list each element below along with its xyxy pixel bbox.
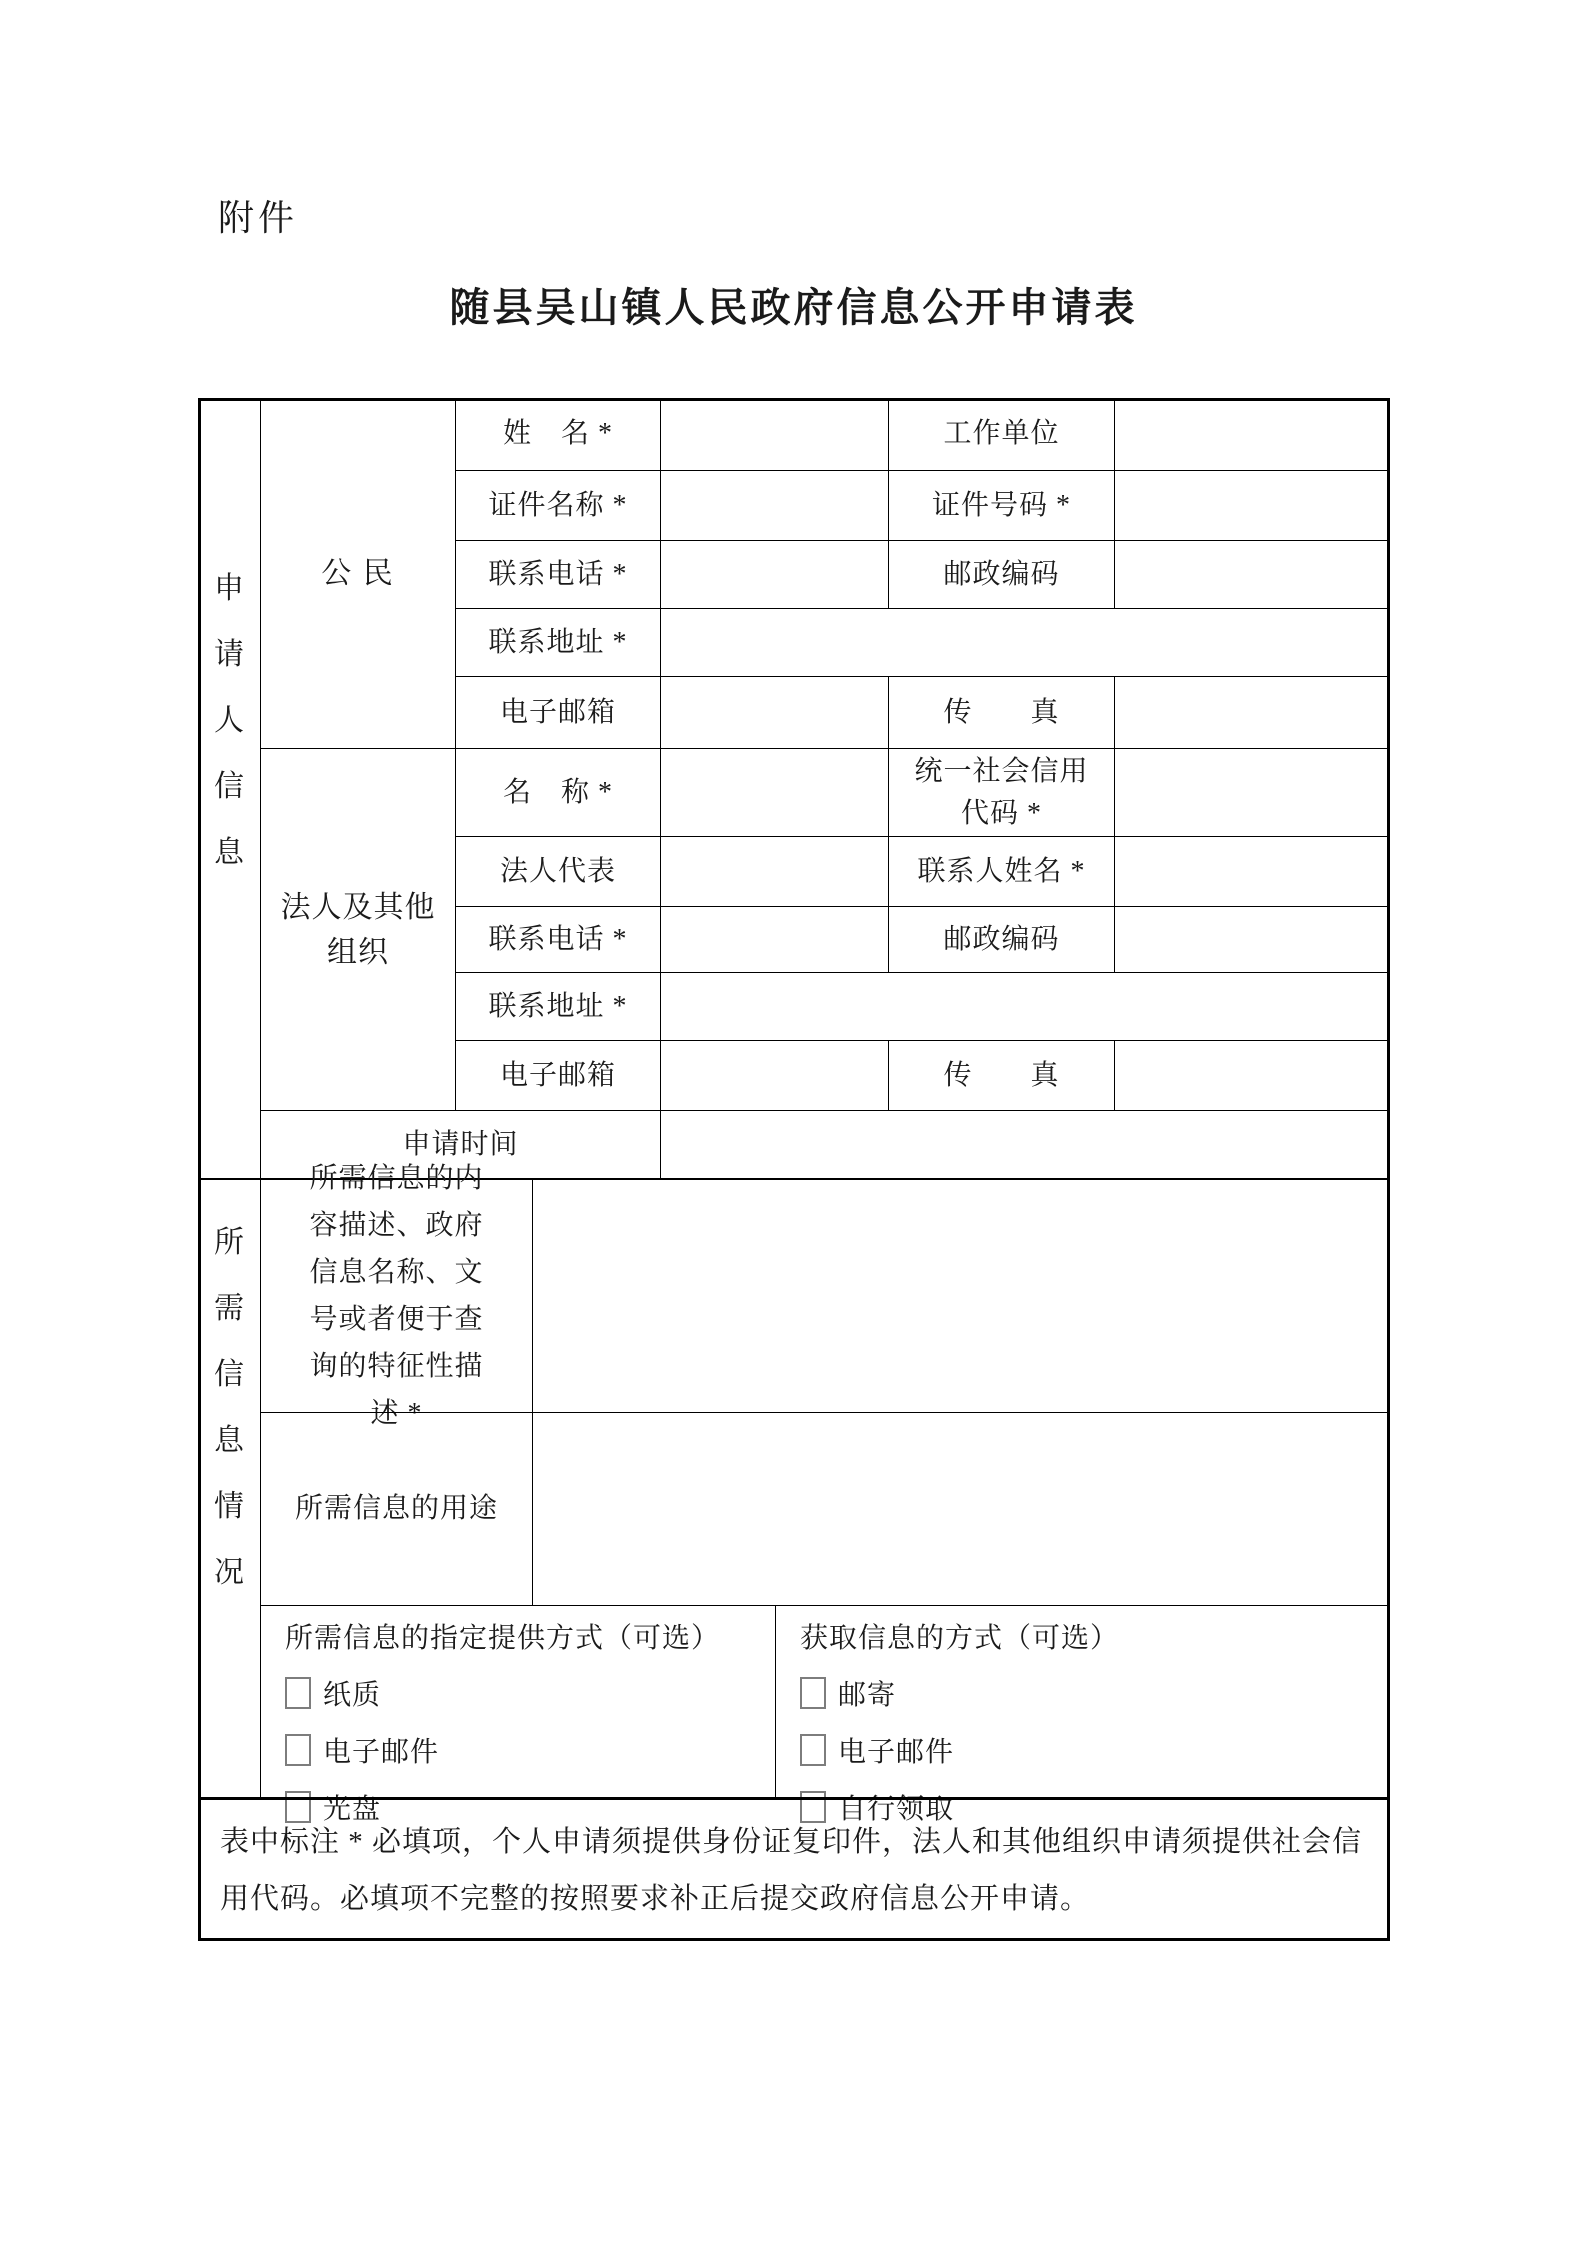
legal-phone-value-cell[interactable]	[660, 906, 888, 972]
work-unit-value-cell[interactable]	[1114, 398, 1390, 470]
citizen-email-label: 电子邮箱	[455, 676, 660, 748]
citizen-address-label: 联系地址 *	[455, 608, 660, 676]
group-label-citizen: 公 民	[260, 398, 455, 748]
checkbox-option-mail[interactable]: 邮寄	[800, 1675, 1380, 1717]
legal-email-value-cell[interactable]	[660, 1040, 888, 1110]
citizen-fax-label: 传 真	[888, 676, 1114, 748]
citizen-address-value-cell[interactable]	[660, 608, 1390, 676]
legal-address-label: 联系地址 *	[455, 972, 660, 1040]
contact-person-value-cell[interactable]	[1114, 836, 1390, 906]
checkbox-icon[interactable]	[285, 1734, 311, 1766]
legal-fax-label: 传 真	[888, 1040, 1114, 1110]
footnote: 表中标注 * 必填项，个人申请须提供身份证复印件，法人和其他组织申请须提供社会信用代码。必填项不完整的按照要求补正后提交政府信息公开申请。	[198, 1797, 1390, 1941]
cert-name-value-cell[interactable]	[660, 470, 888, 540]
section-header-applicant-info: 申请人信息	[214, 572, 244, 869]
org-name-label: 名 称 *	[455, 748, 660, 836]
legal-phone-label: 联系电话 *	[455, 906, 660, 972]
name-value-cell[interactable]	[660, 398, 888, 470]
legal-fax-value-cell[interactable]	[1114, 1040, 1390, 1110]
checkbox-icon[interactable]	[800, 1677, 826, 1709]
legal-postcode-label: 邮政编码	[888, 906, 1114, 972]
legal-address-value-cell[interactable]	[660, 972, 1390, 1040]
info-purpose-value-cell[interactable]	[532, 1412, 1390, 1605]
section-header-required-info: 所需信息情况	[198, 1178, 260, 1780]
citizen-phone-label: 联系电话 *	[455, 540, 660, 608]
citizen-phone-value-cell[interactable]	[660, 540, 888, 608]
citizen-email-value-cell[interactable]	[660, 676, 888, 748]
credit-code-value-cell[interactable]	[1114, 748, 1390, 836]
legal-rep-label: 法人代表	[455, 836, 660, 906]
checkbox-option-disc[interactable]: 光盘	[285, 1789, 765, 1831]
checkbox-option-email-obtain[interactable]: 电子邮件	[800, 1732, 1380, 1774]
citizen-fax-value-cell[interactable]	[1114, 676, 1390, 748]
info-purpose-label: 所需信息的用途	[260, 1412, 532, 1605]
application-form-table	[198, 398, 1390, 1941]
legal-postcode-value-cell[interactable]	[1114, 906, 1390, 972]
apply-time-value-cell[interactable]	[660, 1110, 1390, 1178]
attachment-label: 附件	[218, 198, 299, 238]
contact-person-label: 联系人姓名 *	[888, 836, 1114, 906]
work-unit-label: 工作单位	[888, 398, 1114, 470]
legal-email-label: 电子邮箱	[455, 1040, 660, 1110]
checkbox-option-email-provide[interactable]: 电子邮件	[285, 1732, 765, 1774]
checkbox-option-paper[interactable]: 纸质	[285, 1675, 765, 1717]
credit-code-label: 统一社会信用代码 *	[888, 748, 1114, 836]
cert-name-label: 证件名称 *	[455, 470, 660, 540]
cert-no-label: 证件号码 *	[888, 470, 1114, 540]
cert-no-value-cell[interactable]	[1114, 470, 1390, 540]
provide-method-cell	[260, 1605, 775, 1825]
page-title: 随县吴山镇人民政府信息公开申请表	[449, 285, 1138, 330]
name-label: 姓 名 *	[455, 398, 660, 470]
group-label-legal-org: 法人及其他组织	[260, 748, 455, 1110]
checkbox-option-self-pickup[interactable]: 自行领取	[800, 1789, 1380, 1831]
checkbox-icon[interactable]	[800, 1734, 826, 1766]
apply-time-label: 申请时间	[260, 1110, 660, 1178]
org-name-value-cell[interactable]	[660, 748, 888, 836]
obtain-method-cell	[775, 1605, 1390, 1825]
info-desc-value-cell[interactable]	[532, 1178, 1390, 1412]
checkbox-icon[interactable]	[285, 1677, 311, 1709]
obtain-method-title: 获取信息的方式（可选）	[800, 1623, 1120, 1654]
citizen-postcode-value-cell[interactable]	[1114, 540, 1390, 608]
citizen-postcode-label: 邮政编码	[888, 540, 1114, 608]
legal-rep-value-cell[interactable]	[660, 836, 888, 906]
info-desc-label: 所需信息的内容描述、政府信息名称、文号或者便于查询的特征性描述 *	[260, 1178, 532, 1412]
provide-method-title: 所需信息的指定提供方式（可选）	[285, 1623, 721, 1654]
